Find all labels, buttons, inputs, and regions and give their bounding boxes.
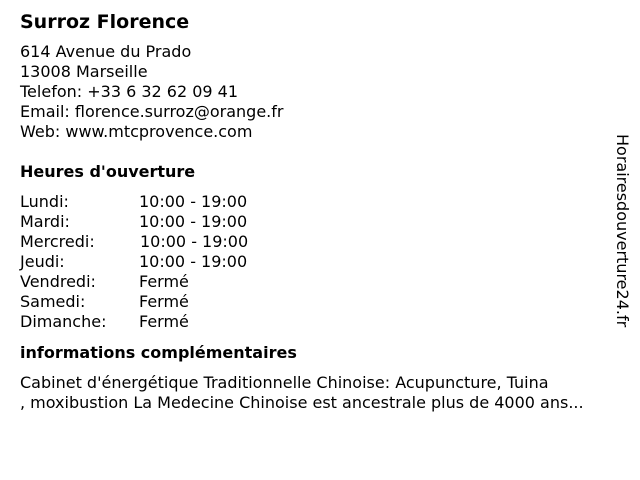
hours-day: Mercredi: (20, 232, 95, 251)
hours-row-friday (20, 272, 620, 292)
hours-row-thursday (20, 252, 620, 272)
hours-time: 10:00 - 19:00 (139, 192, 248, 211)
hours-time: 10:00 - 19:00 (140, 232, 249, 251)
hours-row-sunday (20, 312, 620, 332)
opening-hours-table (20, 192, 620, 332)
email-line[interactable]: Email: florence.surroz@orange.fr (20, 102, 284, 121)
business-card (20, 10, 620, 413)
additional-info-title: informations complémentaires (20, 343, 297, 362)
hours-row-wednesday (20, 232, 620, 252)
description-line-1: Cabinet d'énergétique Traditionnelle Chinoise: Acupuncture, Tuina (20, 373, 549, 392)
hours-row-monday (20, 192, 620, 212)
hours-time: Fermé (139, 272, 189, 291)
hours-day: Dimanche: (20, 312, 107, 331)
hours-day: Mardi: (20, 212, 70, 231)
description-line-2: , moxibustion La Medecine Chinoise est ancestrale plus de 4000 ans... (20, 393, 584, 412)
hours-day: Lundi: (20, 192, 69, 211)
business-name: Surroz Florence (20, 11, 190, 33)
hours-day: Vendredi: (20, 272, 96, 291)
website-line[interactable]: Web: www.mtcprovence.com (20, 122, 253, 141)
hours-time: Fermé (139, 292, 189, 311)
additional-info-description (20, 373, 632, 413)
hours-row-saturday (20, 292, 620, 312)
hours-day: Jeudi: (20, 252, 65, 271)
address-line-2: 13008 Marseille (20, 62, 148, 81)
address-line-1: 614 Avenue du Prado (20, 42, 192, 61)
hours-time: 10:00 - 19:00 (139, 252, 248, 271)
hours-row-tuesday (20, 212, 620, 232)
phone-line[interactable]: Telefon: +33 6 32 62 09 41 (20, 82, 239, 101)
hours-time: 10:00 - 19:00 (139, 212, 248, 231)
hours-day: Samedi: (20, 292, 86, 311)
hours-time: Fermé (139, 312, 189, 331)
site-watermark (611, 134, 633, 348)
opening-hours-title: Heures d'ouverture (20, 162, 196, 181)
watermark-text: Horairesdouverture24.fr (613, 134, 632, 328)
